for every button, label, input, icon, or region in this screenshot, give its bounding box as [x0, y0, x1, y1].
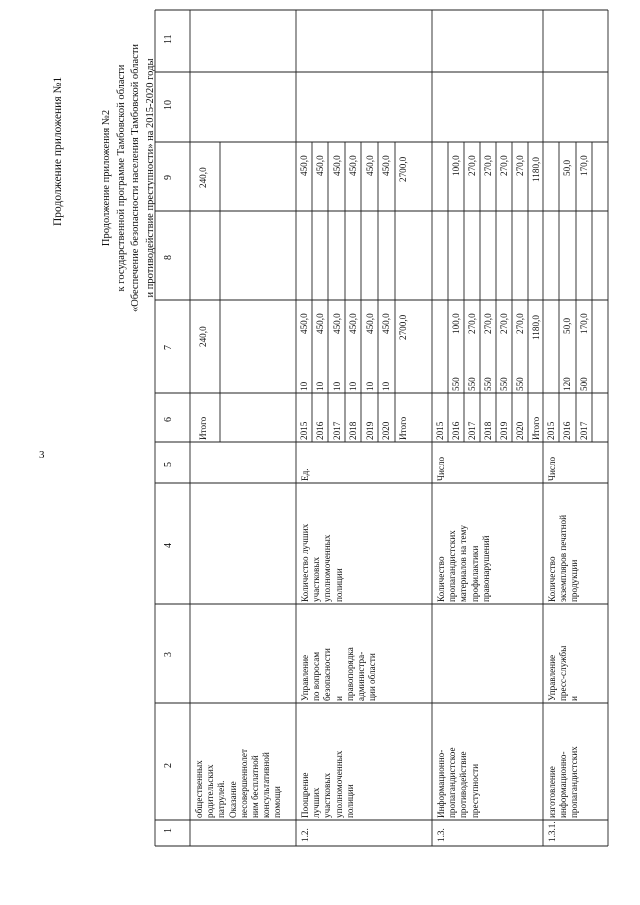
row-1-3-col7: 270,0	[515, 313, 525, 334]
row-1-3-col6: 550	[451, 377, 461, 391]
header-line: к государственной программе Тамбовской области	[115, 64, 127, 292]
column-number: 6	[163, 417, 174, 422]
row-1-2-col6: 10	[365, 381, 375, 391]
row-1-3-year: 2016	[451, 421, 461, 440]
row-1-3-col6: 550	[483, 377, 493, 391]
row-1-2-col7: 450,0	[299, 313, 309, 334]
row-1-3-col9: 270,0	[467, 155, 477, 176]
row-1-2-col9: 450,0	[365, 155, 375, 176]
row-1-3-col7: 270,0	[467, 313, 477, 334]
row-1-3-1-col2: изготовление информационно- пропагандистских	[547, 746, 580, 818]
column-number: 4	[163, 543, 174, 548]
row-1-3-col6: 550	[467, 377, 477, 391]
header-line: Продолжение приложения №2	[101, 109, 112, 247]
row-1-3-1-year: 2016	[562, 421, 572, 440]
row-1-3-col7-total: 1180,0	[531, 315, 541, 340]
column-number: 1	[163, 828, 174, 833]
row-1-3-1-year: 2015	[546, 421, 556, 440]
row-1-3-col9: 100,0	[451, 155, 461, 176]
row-1-3-1-year: 2017	[579, 421, 589, 440]
header-line: «Обеспечение безопасности населения Тамбовской области	[130, 43, 141, 313]
row-1-3-year: 2020	[515, 421, 525, 440]
row-1-2-year: 2017	[332, 421, 342, 440]
row-1-2-col9: 450,0	[332, 155, 342, 176]
row-1-3-col9-total: 1180,0	[531, 157, 541, 182]
row-1-3-col7: 100,0	[451, 313, 461, 334]
row-1-2-col7: 450,0	[315, 313, 325, 334]
column-number: 3	[163, 652, 174, 657]
row-1-3-1-col9: 50,0	[562, 159, 572, 176]
block-a-total-label: Итого	[198, 416, 208, 440]
row-1-2-year: 2016	[315, 421, 325, 440]
row-1-2-year: 2018	[348, 421, 358, 440]
row-1-3-1-col4: Количество экземпляров печатной продукции	[547, 514, 580, 602]
row-1-2-col5: Ед.	[300, 468, 310, 481]
column-number: 8	[163, 255, 174, 260]
row-1-2-col9-total: 2700,0	[398, 156, 408, 182]
header-continuation: Продолжение приложения №1	[52, 76, 64, 226]
row-1-3-col9: 270,0	[515, 155, 525, 176]
row-1-3-1-col7: 170,0	[579, 313, 589, 334]
row-1-3-total-label: Итого	[531, 416, 541, 440]
row-1-2-total-label: Итого	[398, 416, 408, 440]
row-1-2-col2: Поощрение лучших участковых уполномоченных полиции	[300, 750, 355, 818]
block-a-col7-total: 240,0	[198, 326, 208, 347]
row-1-3-1-number: 1.3.1.	[547, 821, 557, 842]
row-1-2-col6: 10	[315, 381, 325, 391]
header-line: и противодействие преступности» на 2015-2020 годы	[144, 58, 156, 298]
row-1-3-col7: 270,0	[483, 313, 493, 334]
row-1-2-year: 2019	[365, 421, 375, 440]
row-1-3-col6: 550	[515, 377, 525, 391]
row-1-2-col3: Управление по вопросам безопасности и правопорядка администра- ции области	[300, 647, 378, 701]
row-1-2-col7-total: 2700,0	[398, 314, 408, 340]
row-1-3-col5: Число	[436, 456, 446, 481]
row-1-2-col7: 450,0	[381, 313, 391, 334]
row-1-3-year: 2019	[499, 421, 509, 440]
column-number: 9	[163, 175, 174, 180]
row-1-3-col4: Количество пропагандистских материалов на тему профилактики правонарушений	[436, 525, 491, 602]
row-1-3-1-col3: Управление пресс-службы и	[547, 645, 580, 701]
row-1-2-col7: 450,0	[348, 313, 358, 334]
row-1-3-col9: 270,0	[499, 155, 509, 176]
row-1-2-year: 2015	[299, 421, 309, 440]
column-number: 10	[163, 100, 174, 110]
row-1-2-col7: 450,0	[332, 313, 342, 334]
column-number: 7	[163, 345, 174, 350]
block-a-col2: общественных родительских патрулей. Оказание несовершеннолет ним бесплатной консультативной помощи	[194, 749, 283, 818]
row-1-2-col6: 10	[348, 381, 358, 391]
row-1-2-col6: 10	[299, 381, 309, 391]
row-1-3-col6: 550	[499, 377, 509, 391]
row-1-2-year: 2020	[381, 421, 391, 440]
column-number: 5	[163, 462, 174, 467]
row-1-3-1-col5: Число	[547, 456, 557, 481]
page-number: 3	[39, 449, 45, 461]
row-1-2-col9: 450,0	[299, 155, 309, 176]
row-1-3-col2: Информационно- пропагандистское противодействие преступности	[436, 747, 480, 818]
header-block	[100, 0, 158, 358]
row-1-2-number: 1.2.	[300, 828, 310, 842]
row-1-3-year: 2015	[435, 421, 445, 440]
row-1-2-col9: 450,0	[348, 155, 358, 176]
row-1-2-col7: 450,0	[365, 313, 375, 334]
row-1-3-col7: 270,0	[499, 313, 509, 334]
row-1-3-year: 2017	[467, 421, 477, 440]
block-a-col9-total: 240,0	[198, 167, 208, 188]
row-1-3-1-col7: 50,0	[562, 317, 572, 334]
row-1-3-1-col6: 500	[579, 377, 589, 391]
row-1-3-1-col6: 120	[562, 377, 572, 391]
row-1-2-col9: 450,0	[381, 155, 391, 176]
column-number: 2	[163, 763, 174, 768]
row-1-2-col4: Количество лучших участковых уполномоченных полиции	[300, 523, 344, 602]
row-1-3-1-col9: 170,0	[579, 155, 589, 176]
column-number: 11	[163, 34, 174, 44]
row-1-2-col6: 10	[381, 381, 391, 391]
row-1-3-year: 2018	[483, 421, 493, 440]
row-1-2-col6: 10	[332, 381, 342, 391]
row-1-3-number: 1.3.	[436, 828, 446, 842]
row-1-3-col9: 270,0	[483, 155, 493, 176]
row-1-2-col9: 450,0	[315, 155, 325, 176]
